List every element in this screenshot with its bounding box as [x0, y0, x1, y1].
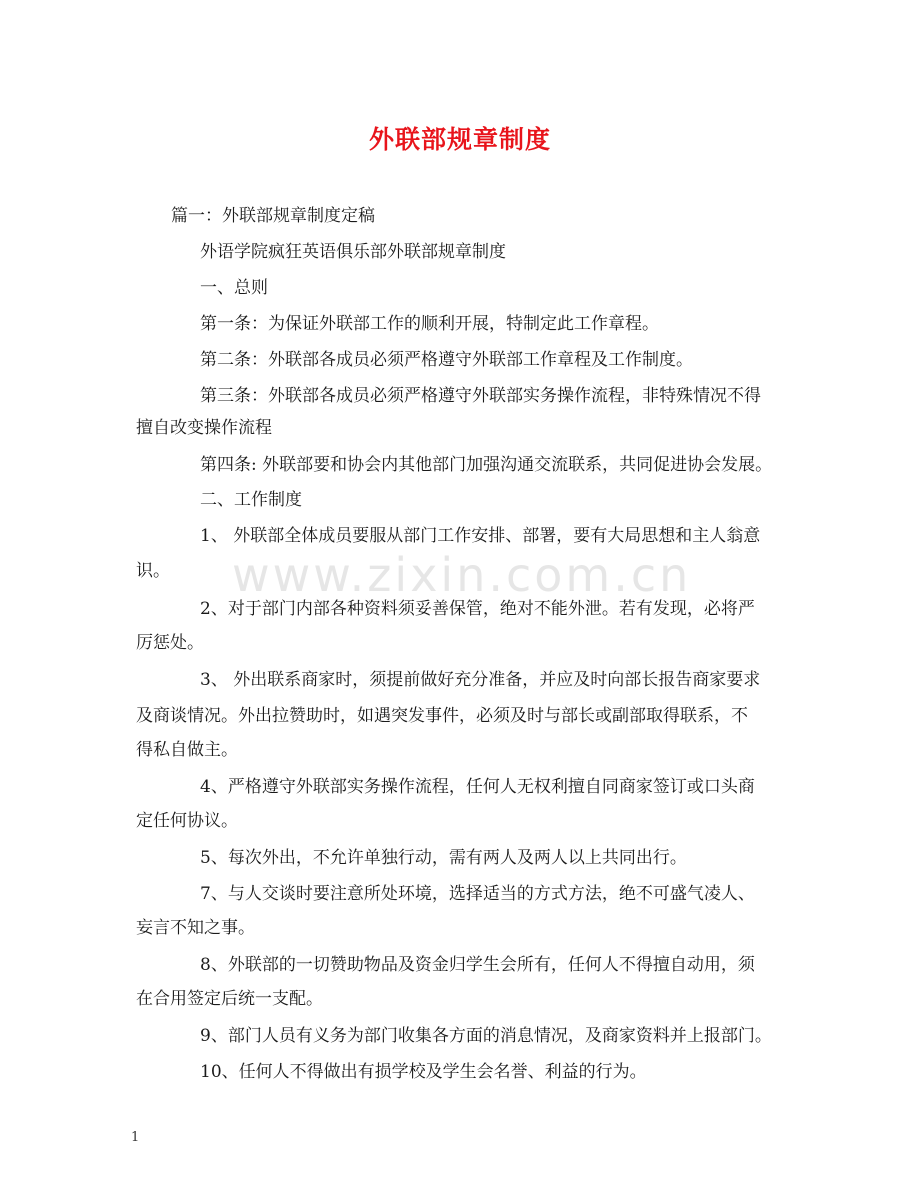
rule-7-line-1: 7、与人交谈时要注意所处环境，选择适当的方式方法，绝不可盛气凌人、	[200, 884, 755, 904]
article-4: 第四条: 外联部要和协会内其他部门加强沟通交流联系，共同促进协会发展。	[200, 455, 773, 475]
rule-1-line-1: 1、 外联部全体成员要服从部门工作安排、部署，要有大局思想和主人翁意	[200, 526, 761, 546]
rule-8-line-2: 在合用签定后统一支配。	[136, 989, 323, 1009]
chapter-heading-work-rules: 二、工作制度	[200, 490, 302, 510]
rule-5: 5、每次外出，不允许单独行动，需有两人及两人以上共同出行。	[200, 848, 687, 868]
rule-3-line-1: 3、 外出联系商家时，须提前做好充分准备，并应及时向部长报告商家要求	[200, 670, 761, 690]
rule-7-line-2: 妄言不知之事。	[136, 918, 255, 938]
rule-2-line-1: 2、对于部门内部各种资料须妥善保管，绝对不能外泄。若有发现，必将严	[200, 599, 755, 619]
rule-9: 9、部门人员有义务为部门收集各方面的消息情况，及商家资料并上报部门。	[200, 1026, 772, 1046]
watermark-text: www.zixin.com.cn	[232, 548, 692, 602]
rule-3-line-2: 及商谈情况。外出拉赞助时，如遇突发事件，必须及时与部长或副部取得联系，不	[136, 706, 748, 726]
rule-1-line-2: 识。	[136, 561, 170, 581]
rule-10: 10、任何人不得做出有损学校及学生会名誉、利益的行为。	[200, 1062, 647, 1082]
article-2: 第二条：外联部各成员必须严格遵守外联部工作章程及工作制度。	[200, 350, 693, 370]
subtitle-line: 外语学院疯狂英语俱乐部外联部规章制度	[200, 242, 506, 262]
section-heading: 篇一：外联部规章制度定稿	[171, 206, 375, 226]
rule-8-line-1: 8、外联部的一切赞助物品及资金归学生会所有，任何人不得擅自动用，须	[200, 955, 755, 975]
article-3-line-1: 第三条：外联部各成员必须严格遵守外联部实务操作流程，非特殊情况不得	[200, 386, 761, 406]
article-1: 第一条：为保证外联部工作的顺利开展，特制定此工作章程。	[200, 314, 659, 334]
rule-4-line-1: 4、严格遵守外联部实务操作流程，任何人无权利擅自同商家签订或口头商	[200, 777, 755, 797]
article-3-line-2: 擅自改变操作流程	[136, 418, 272, 438]
rule-2-line-2: 厉惩处。	[136, 633, 204, 653]
rule-3-line-3: 得私自做主。	[136, 740, 238, 760]
rule-4-line-2: 定任何协议。	[136, 811, 238, 831]
chapter-heading-general: 一、总则	[200, 278, 268, 298]
document-title: 外联部规章制度	[368, 125, 551, 154]
page-number: 1	[131, 1130, 140, 1145]
